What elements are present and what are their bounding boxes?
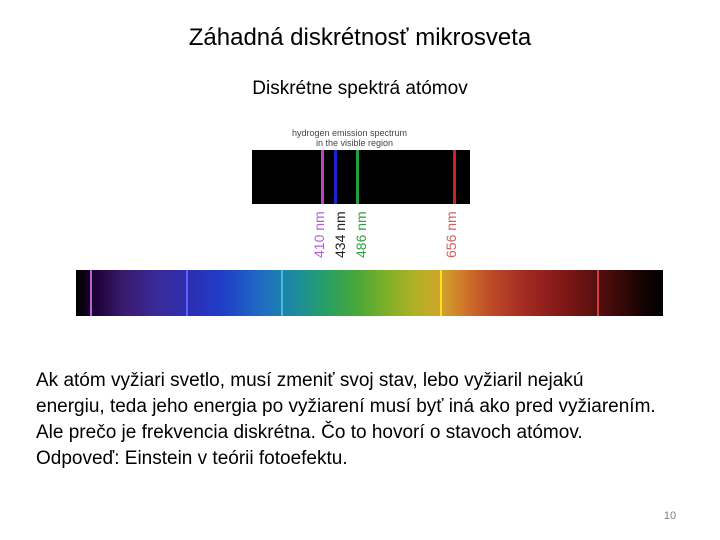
wavelength-label-656: 656 nm — [443, 211, 459, 258]
continuous-spectrum — [76, 270, 663, 316]
wavelength-label-434: 434 nm — [332, 211, 348, 258]
body-line-4: Odpoveď: Einstein v teórii fotoefektu. — [36, 448, 348, 469]
page-number: 10 — [663, 510, 677, 522]
figure-caption-line-1: hydrogen emission spectrum — [292, 128, 408, 138]
body-line-1: Ak atóm vyžiari svetlo, musí zmeniť svoj stav, lebo vyžiaril nejakú — [36, 370, 584, 391]
body-line-2: energiu, teda jeho energia po vyžiarení musí byť iná ako pred vyžiarením. — [36, 396, 656, 417]
emission-spectrum — [252, 150, 470, 204]
continuous-line-violet — [90, 270, 92, 316]
wavelength-label-410: 410 nm — [311, 211, 327, 258]
continuous-line-blue — [186, 270, 188, 316]
emission-line-486 — [356, 150, 359, 204]
emission-line-410 — [321, 150, 324, 204]
emission-line-434 — [334, 150, 337, 204]
wavelength-label-486: 486 nm — [353, 211, 369, 258]
continuous-line-yellow — [440, 270, 442, 316]
body-text — [36, 368, 706, 472]
slide-title: Záhadná diskrétnosť mikrosveta — [188, 24, 532, 51]
figure-caption-line-2: in the visible region — [316, 138, 394, 148]
body-line-3: Ale prečo je frekvencia diskrétna. Čo to hovorí o stavoch atómov. — [36, 422, 583, 443]
continuous-line-cyan — [281, 270, 283, 316]
emission-line-656 — [453, 150, 456, 204]
figure-caption — [292, 128, 432, 148]
continuous-line-red — [597, 270, 599, 316]
slide-subtitle: Diskrétne spektrá atómov — [252, 78, 468, 99]
